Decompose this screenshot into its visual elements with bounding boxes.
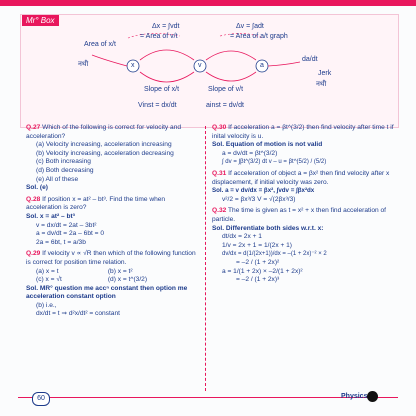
q27-option-d: (d) Both decreasing bbox=[36, 166, 94, 174]
q32-step-5: = –2 / (1 + 2x)² bbox=[236, 258, 280, 266]
arrow-a-to-jerk bbox=[268, 62, 300, 66]
q32-step-4: dv/dx = d(1/(2x+1))/dx = –(1 + 2x)⁻² × 2 bbox=[222, 251, 327, 258]
relation-diagram bbox=[0, 0, 416, 140]
q32-step-7: = –2 / (1 + 2x)³ bbox=[236, 276, 280, 284]
formula-right-2: = Area of a/t graph bbox=[230, 33, 288, 40]
q30-text: If acceleration a = βt^(3/2) then find velocity after time t if inital velocity is u. bbox=[212, 124, 394, 140]
q29-solution-1: Sol. MR° question me accⁿ constant then option me acceleration constant option bbox=[26, 284, 188, 301]
q27-solution: Sol. (e) bbox=[26, 184, 48, 192]
nothing-left-label: नथी bbox=[78, 61, 89, 68]
q31-step-2: v²/2 = βx³/3 V = √(2βx³/3) bbox=[222, 195, 296, 203]
column-divider bbox=[205, 126, 206, 391]
q31-text: If acceleration of object a = βx² then find velocity after x displacement, if initial velocity was zero. bbox=[212, 169, 390, 186]
q29-option-b: (b) x = t² bbox=[107, 267, 133, 275]
q27-option-c: (c) Both increasing bbox=[36, 158, 91, 166]
vinst-formula: Vinst = dx/dt bbox=[138, 102, 177, 109]
q32-step-3: 1/v = 2x + 1 = 1/(2x + 1) bbox=[222, 241, 293, 249]
formula-left-2: = Area of v/t bbox=[140, 33, 178, 40]
node-x-label: x bbox=[131, 62, 135, 69]
left-column bbox=[26, 124, 202, 319]
q32-text: The time is given as t = x² + x then find acceleration of particle. bbox=[212, 207, 386, 223]
footer-brand: Physics bbox=[341, 393, 368, 400]
right-column bbox=[212, 124, 394, 285]
nothing-right-label: नथी bbox=[316, 81, 327, 88]
q29-number: Q.29 bbox=[26, 250, 41, 258]
q28-step-1: Sol. x = at² – bt³ bbox=[26, 212, 75, 220]
arrow-a-to-v bbox=[206, 72, 256, 81]
area-xt-label: Area of x/t bbox=[84, 41, 116, 48]
q27-option-b: (b) Velocity increasing, acceleration decreasing bbox=[36, 149, 174, 157]
node-a-label: a bbox=[260, 62, 264, 69]
box-title: Mr° Box bbox=[22, 15, 59, 26]
q32-step-1: Sol. Differentiate both sides w.r.t. x: bbox=[212, 224, 324, 232]
node-v-label: v bbox=[198, 62, 202, 69]
arrow-v-to-a bbox=[206, 51, 256, 60]
q27-text: Which of the following is correct for velocity and acceleration? bbox=[26, 124, 182, 140]
da-dt-label: da/dt bbox=[302, 56, 318, 63]
arrow-x-to-area bbox=[92, 55, 127, 66]
q27-number: Q.27 bbox=[26, 124, 41, 131]
q30-step-3: ∫ dv = ∫βt^(3/2) dt v – u = βt^(5/2) / (5/2) bbox=[222, 159, 327, 166]
q30-number: Q.30 bbox=[212, 124, 227, 131]
arrow-v-to-x bbox=[140, 72, 194, 82]
brand-logo-icon bbox=[367, 391, 378, 402]
q28-step-4: 2a = 6bt, t = a/3b bbox=[36, 238, 86, 246]
slope-xt-label: Slope of x/t bbox=[144, 86, 180, 93]
q27-option-a: (a) Velocity increasing, acceleration increasing bbox=[36, 141, 172, 149]
q32-number: Q.32 bbox=[212, 207, 227, 215]
page-number: 60 bbox=[32, 392, 50, 406]
q30-step-2: a = dv/dt = βt^(3/2) bbox=[222, 149, 278, 157]
slope-vt-label: Slope of v/t bbox=[208, 86, 244, 93]
q29-option-c: (c) x = √t bbox=[36, 276, 62, 284]
q31-number: Q.31 bbox=[212, 169, 227, 177]
formula-left: Δx = ∫vdt bbox=[152, 23, 180, 30]
q29-text: If velocity v ∝ √R then which of the following function is correct for position time relation. bbox=[26, 250, 196, 266]
q32-step-6: a = 1/(1 + 2x) × –2/(1 + 2x)² bbox=[222, 267, 303, 275]
q30-step-1: Sol. Equation of motion is not valid bbox=[212, 141, 323, 149]
q29-option-a: (a) x = t bbox=[36, 267, 59, 275]
q28-step-3: a = dv/dt = 2a – 6bt = 0 bbox=[36, 230, 105, 238]
q28-text: If position x = at² – bt³. Find the time when acceleration is zero? bbox=[26, 195, 166, 212]
q32-step-2: dt/dx = 2x + 1 bbox=[222, 233, 262, 241]
q27-option-e: (e) All of these bbox=[36, 175, 79, 183]
q28-step-2: v = dx/dt = 2at – 3bt² bbox=[36, 221, 97, 229]
q29-option-d: (d) x = t^(3/2) bbox=[107, 276, 148, 284]
arrow-x-to-v bbox=[140, 50, 194, 60]
q28-number: Q.28 bbox=[26, 195, 41, 203]
q29-solution-2: (b) i.e., bbox=[36, 301, 57, 309]
jerk-label: Jerk bbox=[318, 70, 332, 77]
ainst-formula: ainst = dv/dt bbox=[206, 102, 244, 109]
formula-right: Δv = ∫adt bbox=[236, 23, 264, 30]
q29-solution-3: dx/dt = t ⇒ d²x/dt² = constant bbox=[36, 310, 120, 318]
q31-step-1: Sol. a = v dv/dx = βx², ∫vdv = ∫βx²dx bbox=[212, 187, 315, 195]
